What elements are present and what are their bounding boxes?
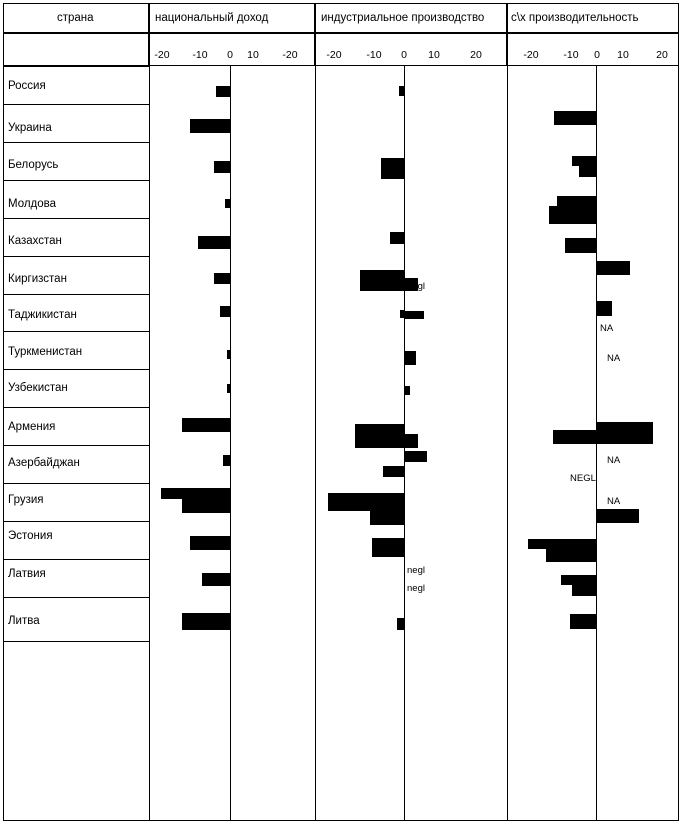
bar-p1-7 <box>227 350 231 359</box>
country-label-3: Молдова <box>8 198 57 210</box>
row-rule-0 <box>3 66 149 67</box>
row-rule-5 <box>3 256 149 257</box>
bar-p2-10b <box>383 466 404 477</box>
bar-p2-9a <box>355 424 404 434</box>
bar-p1-2 <box>214 161 230 173</box>
bar-p3-11 <box>596 509 639 523</box>
bar-p3-2 <box>572 156 596 166</box>
bar-p1-11a <box>161 488 230 499</box>
bar-p1-12 <box>190 536 230 550</box>
bar-p3-5 <box>596 261 630 275</box>
bar-p2-1 <box>381 158 404 179</box>
country-label-11: Грузия <box>8 494 44 506</box>
bar-p2-3a <box>360 270 404 278</box>
bar-p2-11a <box>328 493 404 511</box>
bar-p1-14 <box>182 613 230 630</box>
tick-p3-1: -10 <box>563 49 579 61</box>
bar-p2-8 <box>404 386 410 395</box>
tick-cell-country <box>3 33 149 66</box>
bar-p1-6 <box>220 306 230 317</box>
label-negl-p3: NEGL <box>570 473 596 484</box>
row-rule-3 <box>3 180 149 181</box>
country-label-4: Казахстан <box>8 235 62 247</box>
label-na-p3-7: NA <box>600 323 614 334</box>
label-negl-p2-13: negl <box>407 565 425 576</box>
label-negl-p2-5: negl <box>407 281 425 292</box>
bar-p1-9 <box>182 418 230 432</box>
label-na-p3-11: NA <box>607 496 621 507</box>
bar-p2-11b <box>370 511 404 525</box>
bar-p2-9b <box>355 434 418 448</box>
bar-p2-2 <box>390 232 404 244</box>
country-label-0: Россия <box>8 80 46 92</box>
panel-industrial-production <box>315 66 507 821</box>
header-panel-3-label: с\х производительность <box>511 12 639 24</box>
tick-p1-4: -20 <box>282 49 298 61</box>
bar-p1-3 <box>225 199 230 208</box>
label-na-p3-10: NA <box>607 455 621 466</box>
bar-p3-12b <box>546 549 596 562</box>
label-na-p3-8: NA <box>607 353 621 364</box>
bar-p2-12 <box>372 538 404 557</box>
bar-p3-13b <box>572 585 596 596</box>
row-rule-9 <box>3 407 149 408</box>
row-rule-6 <box>3 294 149 295</box>
tick-p1-1: -10 <box>192 49 208 61</box>
label-negl-p2-14: negl <box>407 583 425 594</box>
bar-p1-8 <box>227 384 231 393</box>
row-rule-4 <box>3 218 149 219</box>
tick-p3-4: 20 <box>656 49 668 61</box>
country-label-13: Латвия <box>8 568 46 580</box>
row-rule-13 <box>3 559 149 560</box>
bar-p2-14 <box>397 618 404 630</box>
bar-p2-0 <box>399 86 404 96</box>
tick-p2-2: 0 <box>401 49 407 61</box>
row-rule-8 <box>3 369 149 370</box>
bar-p3-2b <box>579 166 596 177</box>
panel-agricultural-productivity <box>507 66 679 821</box>
bar-p3-12a <box>528 539 596 549</box>
bar-p1-11b <box>182 499 230 513</box>
header-country-label: страна <box>57 12 94 24</box>
tick-p2-1: -10 <box>366 49 382 61</box>
bar-p3-3a <box>557 196 596 206</box>
bar-p3-9b <box>553 430 653 444</box>
tick-p3-3: 10 <box>617 49 629 61</box>
country-label-5: Киргизстан <box>8 273 67 285</box>
bar-p3-1 <box>554 111 596 125</box>
country-label-1: Украина <box>8 122 52 134</box>
bar-p3-3b <box>549 206 596 224</box>
row-rule-12 <box>3 521 149 522</box>
bar-p3-9 <box>596 422 653 430</box>
tick-p1-2: 0 <box>227 49 233 61</box>
tick-p2-0: -20 <box>326 49 342 61</box>
row-rule-15 <box>3 641 149 642</box>
header-panel-2-label: индустриальное производство <box>321 12 485 24</box>
country-label-7: Туркменистан <box>8 346 83 358</box>
bar-p2-10 <box>404 451 427 462</box>
bar-p2-7 <box>404 351 416 365</box>
country-label-14: Литва <box>8 615 40 627</box>
bar-p1-1 <box>190 119 230 133</box>
row-rule-10 <box>3 445 149 446</box>
header-panel-1-label: национальный доход <box>155 12 269 24</box>
row-rule-2 <box>3 142 149 143</box>
bar-p3-13 <box>561 575 596 585</box>
country-label-6: Таджикистан <box>8 309 77 321</box>
tick-p1-0: -20 <box>154 49 170 61</box>
bar-p1-10 <box>223 455 230 466</box>
bar-p1-0 <box>216 86 230 97</box>
tick-p2-4: 20 <box>470 49 482 61</box>
row-rule-14 <box>3 597 149 598</box>
tick-p2-3: 10 <box>428 49 440 61</box>
bar-p2-6 <box>404 311 424 319</box>
country-label-12: Эстония <box>8 530 53 542</box>
bar-p3-6 <box>596 301 612 316</box>
tick-p1-3: 10 <box>247 49 259 61</box>
bar-p1-4 <box>198 236 230 249</box>
bar-p1-13 <box>202 573 230 586</box>
bar-p3-14 <box>570 614 596 629</box>
panel-national-income <box>149 66 315 821</box>
bar-p1-5 <box>214 273 230 284</box>
bar-p3-4 <box>565 238 596 253</box>
row-rule-1 <box>3 104 149 105</box>
tick-p3-0: -20 <box>523 49 539 61</box>
row-rule-11 <box>3 483 149 484</box>
row-rule-7 <box>3 331 149 332</box>
country-label-9: Армения <box>8 421 56 433</box>
country-label-8: Узбекистан <box>8 382 68 394</box>
country-label-10: Азербайджан <box>8 457 80 469</box>
country-label-2: Белорусь <box>8 159 59 171</box>
tick-p3-2: 0 <box>594 49 600 61</box>
axis-zero-p1 <box>230 66 231 821</box>
